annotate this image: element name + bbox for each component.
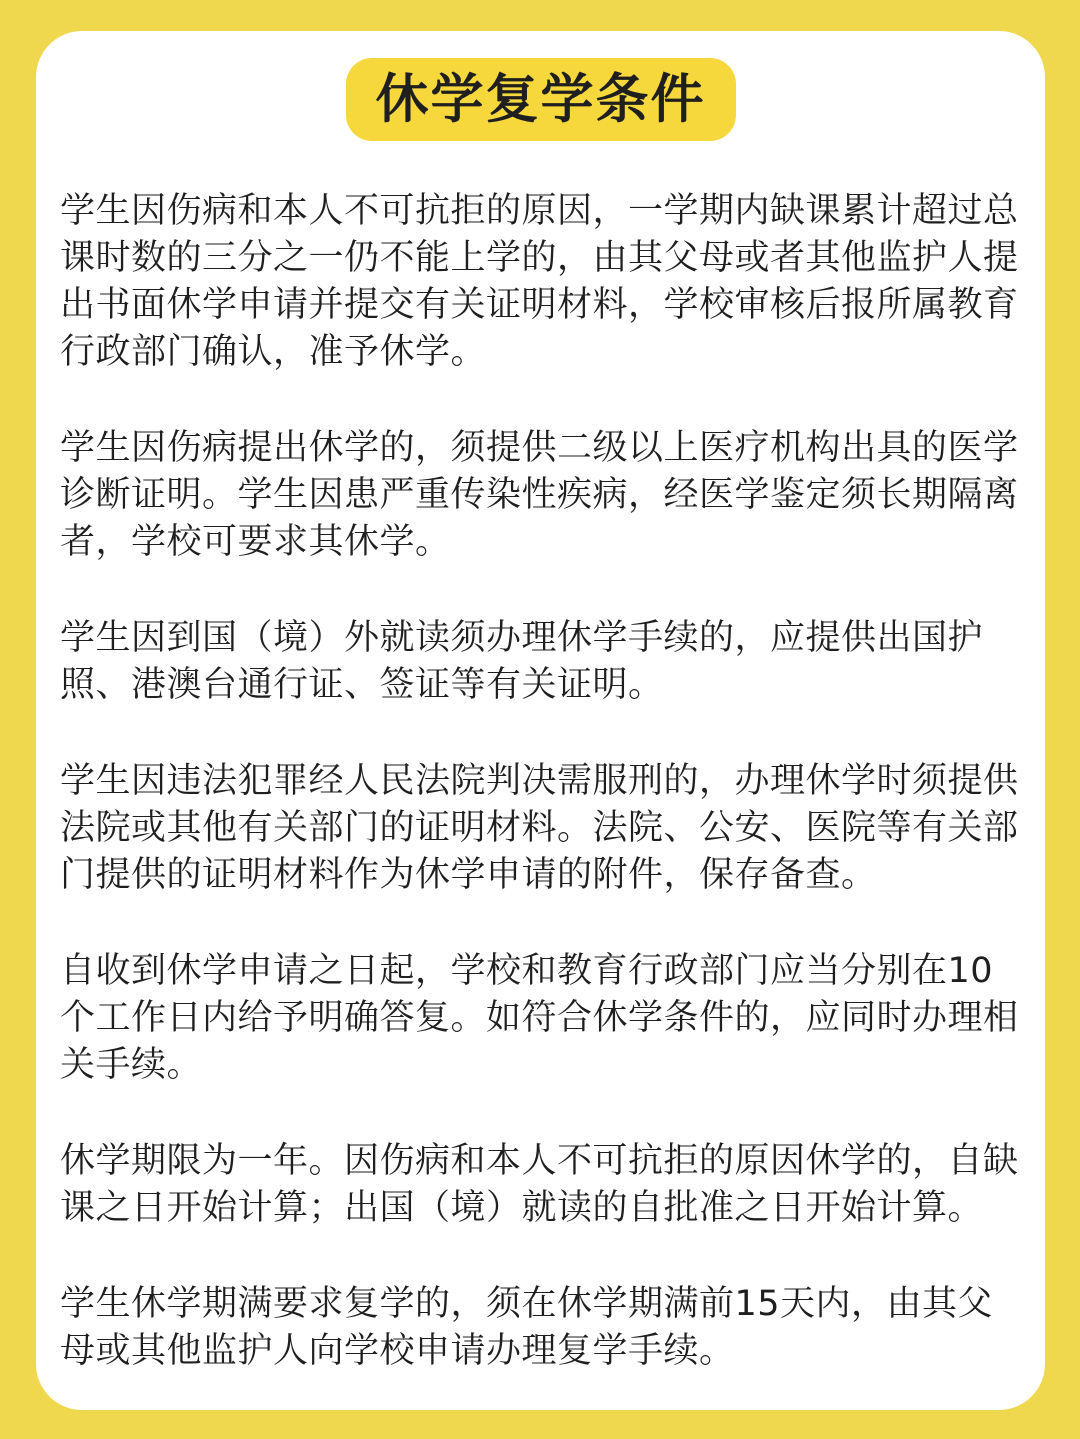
content-card (36, 31, 1045, 1410)
paragraph-medical-proof: 学生因伤病提出休学的，须提供二级以上医疗机构出具的医学诊断证明。学生因患严重传染性疾病，经医学鉴定须长期隔离者，学校可要求其休学。 (60, 428, 1019, 562)
paragraph-reply-deadline: 自收到休学申请之日起，学校和教育行政部门应当分别在10个工作日内给予明确答复。如符合休学条件的，应同时办理相关手续。 (60, 951, 1019, 1085)
paragraph-legal-cases: 学生因违法犯罪经人民法院判决需服刑的，办理休学时须提供法院或其他有关部门的证明材料。法院、公安、医院等有关部门提供的证明材料作为休学申请的附件，保存备查。 (60, 761, 1019, 895)
paragraph-resumption: 学生休学期满要求复学的，须在休学期满前15天内，由其父母或其他监护人向学校申请办理复学手续。 (60, 1284, 994, 1371)
title-badge (346, 58, 736, 141)
paragraph-suspension-general: 学生因伤病和本人不可抗拒的原因，一学期内缺课累计超过总课时数的三分之一仍不能上学的，由其父母或者其他监护人提出书面休学申请并提交有关证明材料，学校审核后报所属教育行政部门确认，准予休学。 (60, 191, 1019, 372)
paragraph-suspension-duration: 休学期限为一年。因伤病和本人不可抗拒的原因休学的，自缺课之日开始计算；出国（境）就读的自批准之日开始计算。 (60, 1141, 1019, 1228)
page-title: 休学复学条件 (375, 69, 706, 130)
paragraph-study-abroad: 学生因到国（境）外就读须办理休学手续的，应提供出国护照、港澳台通行证、签证等有关证明。 (60, 618, 984, 705)
article-body (36, 188, 1045, 1375)
